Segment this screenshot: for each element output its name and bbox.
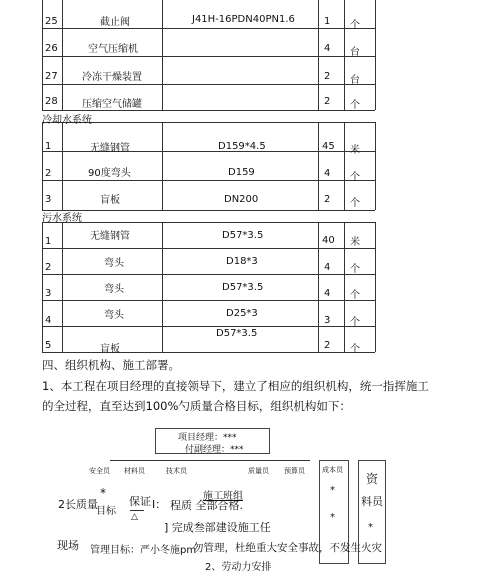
table-cell-name: 无缝钢管 [90, 143, 130, 154]
table-cell-unit: 个 [350, 100, 360, 111]
table-cell-name: 90度弯头 [88, 168, 131, 179]
table-cell-qty: 2 [324, 194, 331, 205]
table-cell-unit: 米 [350, 237, 360, 248]
table-cell-spec: D159 [228, 167, 255, 178]
table-cell-no: 28 [45, 96, 58, 107]
mgmt-label-2: 勿管理，杜绝重大安全事故，不发生火灾 [193, 542, 382, 554]
table-cell-spec: D18*3 [226, 256, 258, 267]
star: * [100, 486, 106, 500]
table-cell-no: 1 [45, 141, 52, 152]
site-label: 现场 [57, 539, 79, 552]
table-cell-qty: 4 [324, 288, 331, 299]
quality-all: 程质 全部合格. [170, 499, 243, 512]
org-node-quality: 质量员 [248, 467, 269, 475]
table-cell-qty: 1 [324, 16, 331, 27]
table-cell-no: 3 [45, 194, 52, 205]
table-cell-unit: 个 [350, 20, 360, 31]
section-title-cooling: 冷却水系统 [42, 115, 92, 126]
org-node-budget: 预算员 [284, 467, 305, 475]
table-cell-no: 25 [45, 16, 58, 27]
table-cell-spec: D25*3 [226, 308, 258, 319]
table-cell-spec: D57*3.5 [222, 282, 264, 293]
org-node-data: 资 [366, 472, 379, 486]
table-cell-name: 冷冻干燥装置 [82, 72, 142, 83]
table-cell-spec: DN200 [224, 194, 259, 205]
table-cell-name: 截止阀 [100, 17, 130, 28]
table-cell-no: 2 [45, 168, 52, 179]
target-label: 目标 [96, 506, 116, 517]
org-node-data2: 料员 [361, 495, 383, 508]
table-cell-no: 4 [45, 315, 52, 326]
team-label: 施工班组 [203, 491, 243, 502]
table-cell-qty: 45 [322, 141, 335, 152]
star: * [368, 522, 373, 533]
table-cell-name: 无缝钢管 [90, 231, 130, 242]
star: * [330, 485, 335, 496]
table-cell-name: 空气压缩机 [88, 44, 138, 55]
table-cell-name: 弯头 [104, 310, 124, 321]
table-cell-spec: D57*3.5 [222, 230, 264, 241]
footer-heading: 2、劳动力安排 [205, 562, 272, 573]
table-cell-no: 1 [45, 236, 52, 247]
heading-organization: 四、组织机构、施工部署。 [42, 358, 180, 372]
table-cell-qty: 2 [324, 96, 331, 107]
mgmt-label: 管理目标：严小冬施pm [90, 545, 197, 556]
table-cell-unit: 个 [350, 198, 360, 209]
paragraph-line: 1、本工程在项目经理的直接领导下，建立了相应的组织机构，统一指挥施工 [42, 379, 429, 393]
org-node-material: 材料员 [124, 467, 145, 475]
table-cell-unit: 个 [350, 344, 360, 355]
table-cell-unit: 个 [350, 290, 360, 301]
table-cell-qty: 2 [324, 71, 331, 82]
table-cell-no: 27 [45, 71, 58, 82]
table-cell-unit: 个 [350, 264, 360, 275]
table-cell-no: 26 [45, 43, 58, 54]
table-cell-name: 弯头 [104, 258, 124, 269]
table-cell-qty: 4 [324, 168, 331, 179]
table-cell-no: 3 [45, 288, 52, 299]
quality-long: 2长质量 [58, 498, 98, 511]
guarantee-label: 保证 [129, 495, 151, 508]
table-cell-unit: 个 [350, 172, 360, 183]
table-cell-qty: 40 [322, 235, 335, 246]
table-cell-name: 压缩空气储罐 [82, 99, 142, 110]
org-node-safety: 安全员 [89, 467, 110, 475]
star: * [330, 512, 335, 523]
table-cell-spec: D57*3.5 [216, 328, 258, 339]
table-cell-name: 盲板 [100, 344, 120, 355]
table-cell-name: 盲板 [100, 195, 120, 206]
table-cell-qty: 2 [324, 340, 331, 351]
pm-label: 项目经理：*** [178, 433, 237, 443]
paragraph-line: 的全过程，直至达到100%勺质量合格目标，组织机构如下： [42, 399, 351, 413]
table-cell-qty: 4 [324, 262, 331, 273]
table-cell-qty: 4 [324, 43, 331, 54]
table-cell-spec: D159*4.5 [218, 141, 266, 152]
table-cell-unit: 台 [350, 75, 360, 86]
org-node-cost: 成本员 [322, 466, 343, 474]
table-cell-no: 2 [45, 262, 52, 273]
vpm-label: 付副经理：*** [185, 445, 244, 455]
org-node-tech: 技术员 [166, 467, 187, 475]
table-cell-name: 弯头 [104, 284, 124, 295]
table-cell-unit: 个 [350, 317, 360, 328]
table-cell-spec: J41H-16PDN40PN1.6 [192, 14, 295, 25]
i-mark: I： [152, 498, 167, 511]
table-cell-qty: 3 [324, 315, 331, 326]
table-cell-no: 5 [45, 340, 52, 351]
complete-label: ] 完成叁部建设施工任 [164, 521, 271, 534]
section-title-sewage: 污水系统 [42, 213, 82, 224]
table-cell-unit: 米 [350, 145, 360, 156]
table-cell-unit: 台 [350, 47, 360, 58]
